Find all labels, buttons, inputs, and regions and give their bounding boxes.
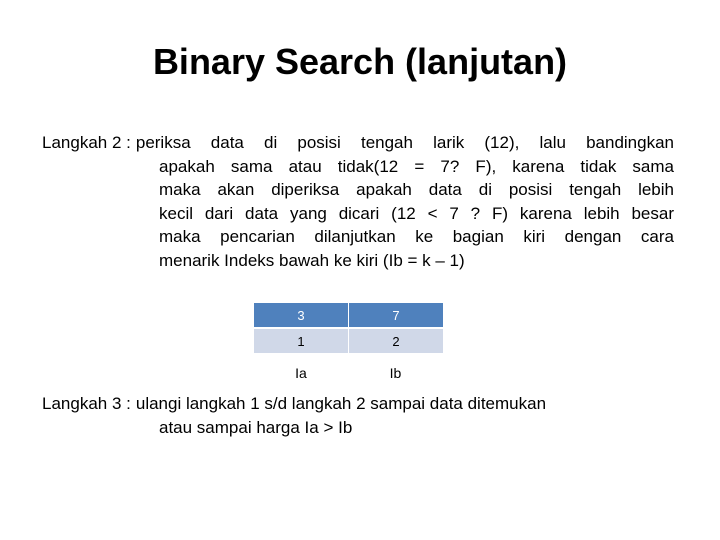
table-cell: 2 — [348, 329, 443, 353]
table-row — [254, 353, 443, 393]
step-2-paragraph — [42, 131, 674, 273]
table-row — [254, 303, 443, 329]
step-2-line-2: apakah sama atau tidak(12 = 7? F), karena tidak sama — [159, 156, 674, 176]
step-3-line-2: atau sampai harga Ia > Ib — [159, 417, 353, 437]
step-3-paragraph — [42, 392, 674, 439]
index-state-table — [254, 303, 443, 393]
table-row — [254, 329, 443, 353]
step-3-body — [159, 416, 674, 440]
step-2-body — [159, 155, 674, 273]
step-2-line-3: maka akan diperiksa apakah data di posisi tengah lebih — [159, 180, 674, 200]
step-3-line-1: ulangi langkah 1 s/d langkah 2 sampai data ditemukan — [135, 394, 547, 413]
table-cell: 7 — [348, 303, 443, 329]
table-cell: 3 — [254, 303, 348, 329]
slide-title: Binary Search (lanjutan) — [152, 41, 568, 82]
step-2-line-4: kecil dari data yang dicari (12 < 7 ? F) karena lebih besar — [159, 203, 674, 223]
step-2-label: Langkah 2 : — [42, 133, 131, 152]
pointer-label-ia: Ia — [254, 353, 348, 393]
step-2-line-6: menarik Indeks bawah ke kiri (Ib = k – 1) — [159, 250, 465, 270]
step-2-line-5: maka pencarian dilanjutkan ke bagian kiri dengan cara — [159, 227, 674, 247]
step-2-line-1: periksa data di posisi tengah larik (12), lalu bandingkan — [135, 133, 674, 152]
table-cell: 1 — [254, 329, 348, 353]
pointer-label-ib: Ib — [348, 353, 443, 393]
step-3-label: Langkah 3 : — [42, 394, 131, 413]
